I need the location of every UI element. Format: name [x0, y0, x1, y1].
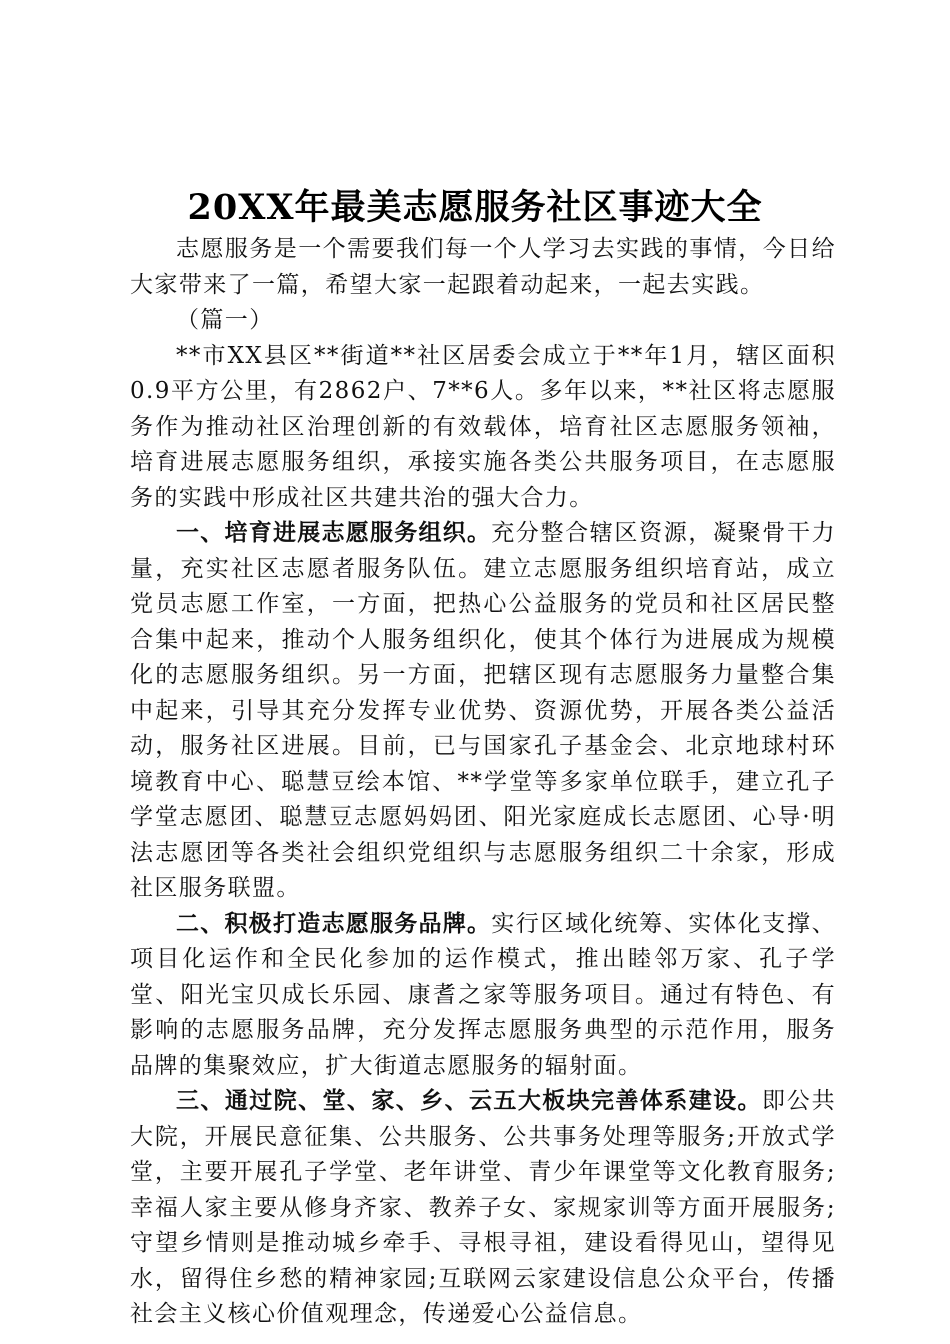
intro-paragraph: 志愿服务是一个需要我们每一个人学习去实践的事情，今日给大家带来了一篇，希望大家一起跟着动起来，一起去实践。 [130, 236, 836, 298]
section-heading-2: 二、积极打造志愿服务品牌。 [176, 910, 492, 937]
section-text-3: 即公共大院，开展民意征集、公共服务、公共事务处理等服务;开放式学堂，主要开展孔子学堂、老年讲堂、青少年课堂等文化教育服务;幸福人家主要从修身齐家、教养子女、家规家训等方面开展服务;守望乡情则是推动城乡牵手、寻根寻祖，建设看得见山，望得见水，留得住乡愁的精神家园;互联网云家建设信息公众平台，传播社会主义核心价值观理念，传递爱心公益信息。 [130, 1088, 836, 1327]
paragraph-overview: **市XX县区**街道**社区居委会成立于**年1月，辖区面积0.9平方公里，有2862户、7**6人。多年以来，**社区将志愿服务作为推动社区治理创新的有效载体，培育社区志愿服务领袖，培育进展志愿服务组织，承接实施各类公共服务项目，在志愿服务的实践中形成社区共建共治的强大合力。 [130, 342, 836, 511]
section-paragraph-2 [130, 907, 836, 1085]
section-text-1: 充分整合辖区资源，凝聚骨干力量，充实社区志愿者服务队伍。建立志愿服务组织培育站，成立党员志愿工作室，一方面，把热心公益服务的党员和社区居民整合集中起来，推动个人服务组织化，使其个体行为进展成为规模化的志愿服务组织。另一方面，把辖区现有志愿服务力量整合集中起来，引导其充分发挥专业优势、资源优势，开展各类公益活动，服务社区进展。目前，已与国家孔子基金会、北京地球村环境教育中心、聪慧豆绘本馆、**学堂等多家单位联手，建立孔子学堂志愿团、聪慧豆志愿妈妈团、阳光家庭成长志愿团、心导·明法志愿团等各类社会组织党组织与志愿服务组织二十余家，形成社区服务联盟。 [130, 520, 836, 901]
section-label: （篇一） [176, 307, 274, 333]
section-text-2: 实行区域化统筹、实体化支撑、项目化运作和全民化参加的运作模式，推出睦邻万家、孔子学堂、阳光宝贝成长乐园、康耆之家等服务项目。通过有特色、有影响的志愿服务品牌，充分发挥志愿服务典型的示范作用，服务品牌的集聚效应，扩大街道志愿服务的辐射面。 [130, 910, 836, 1079]
section-paragraph-1 [130, 516, 836, 907]
document-title: 20XX年最美志愿服务社区事迹大全 [187, 187, 763, 228]
section-heading-1: 一、培育进展志愿服务组织。 [176, 520, 492, 546]
document-body [130, 232, 836, 1333]
section-heading-3: 三、通过院、堂、家、乡、云五大板块完善体系建设。 [176, 1088, 762, 1114]
section-paragraph-3 [130, 1084, 836, 1333]
